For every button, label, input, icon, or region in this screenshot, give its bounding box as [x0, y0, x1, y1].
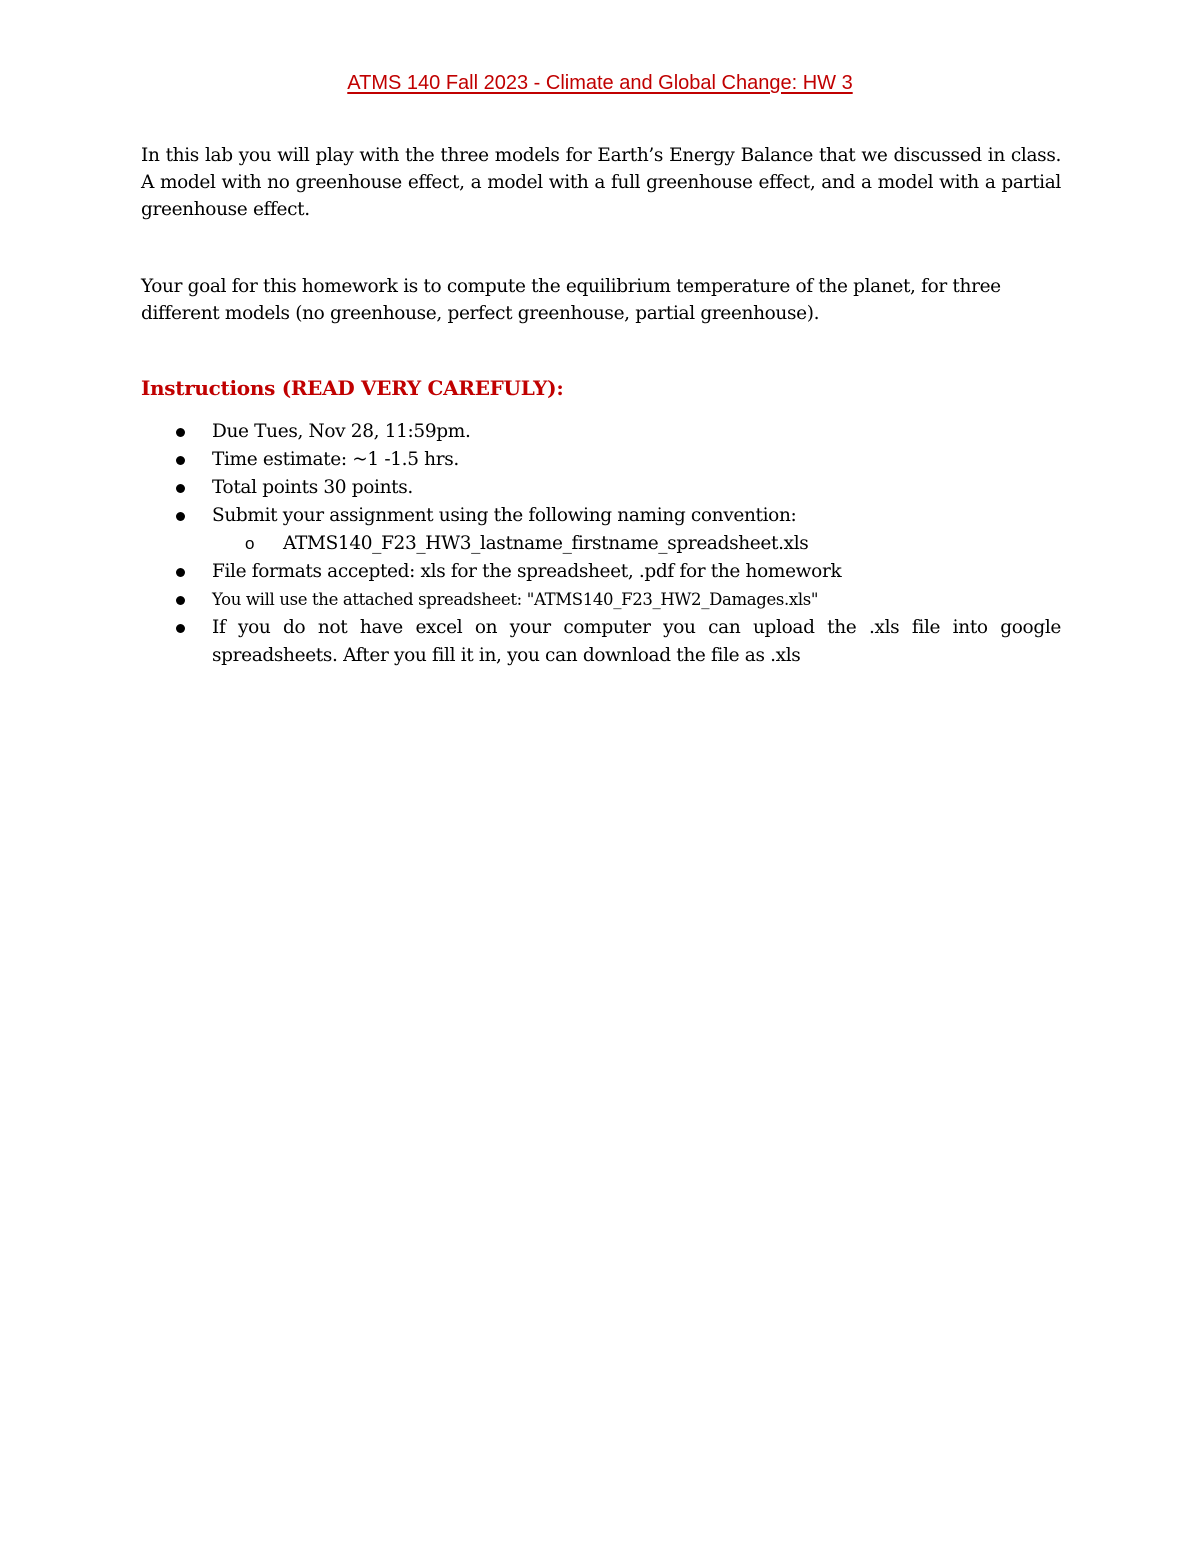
instructions-list: [141, 418, 1061, 670]
intro-paragraph: In this lab you will play with the three models for Earth’s Energy Balance that we discussed in class. A model with no greenhouse effect, a model with a full greenhouse effect, and a model with a partial greenhouse effect.: [141, 145, 1061, 220]
list-item: [141, 474, 1061, 502]
list-item: [141, 586, 1061, 614]
document-title: ATMS 140 Fall 2023 - Climate and Global Change: HW 3: [347, 72, 853, 94]
list-item: [141, 418, 1061, 446]
bullet-icon: [176, 624, 185, 633]
bullet-icon: [176, 512, 185, 521]
circle-bullet-icon: o: [245, 534, 255, 553]
list-item: [141, 614, 1061, 670]
list-item: [141, 446, 1061, 474]
naming-convention-text: Submit your assignment using the following naming convention:: [212, 505, 797, 526]
total-points-text: Total points 30 points.: [212, 477, 413, 498]
goal-paragraph: Your goal for this homework is to compute the equilibrium temperature of the planet, for three different models (no greenhouse, perfect greenhouse, partial greenhouse).: [141, 276, 1001, 324]
excel-alternative-text: If you do not have excel on your computer you can upload the .xls file into google spreadsheets. After you fill it in, you can download the file as .xls: [212, 617, 1061, 666]
instructions-heading: Instructions (READ VERY CAREFULY):: [141, 376, 564, 400]
attached-spreadsheet-text: You will use the attached spreadsheet: "ATMS140_F23_HW2_Damages.xls": [212, 590, 819, 609]
time-estimate-text: Time estimate: ~1 -1.5 hrs.: [212, 449, 459, 470]
bullet-icon: [176, 456, 185, 465]
list-item: [141, 558, 1061, 586]
bullet-icon: [176, 568, 185, 577]
sub-list-item: [212, 530, 1061, 558]
file-formats-text: File formats accepted: xls for the spreadsheet, .pdf for the homework: [212, 561, 842, 582]
list-item: [141, 502, 1061, 558]
bullet-icon: [176, 428, 185, 437]
due-date-text: Due Tues, Nov 28, 11:59pm.: [212, 421, 471, 442]
naming-example-text: ATMS140_F23_HW3_lastname_firstname_spreadsheet.xls: [283, 533, 809, 554]
bullet-icon: [176, 484, 185, 493]
bullet-icon: [176, 596, 185, 605]
